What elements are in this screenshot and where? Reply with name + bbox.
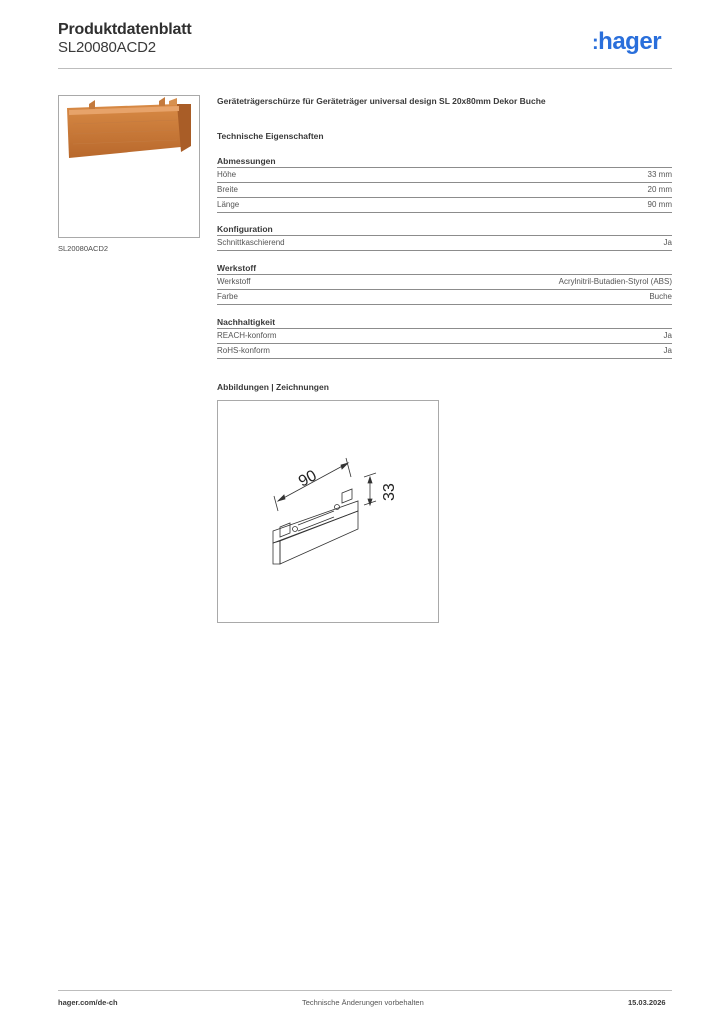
row-label: Höhe (217, 170, 237, 179)
section-material (217, 262, 672, 305)
beech-profile-image (59, 96, 199, 237)
section-title: Konfiguration (217, 223, 672, 236)
tech-properties-heading: Technische Eigenschaften (217, 131, 324, 141)
product-description: Geräteträgerschürze für Geräteträger universal design SL 20x80mm Dekor Buche (217, 96, 546, 106)
table-row (217, 198, 672, 213)
product-image-caption: SL20080ACD2 (58, 244, 109, 253)
row-label: Farbe (217, 292, 238, 301)
row-label: Werkstoff (217, 277, 251, 286)
row-label: Schnittkaschierend (217, 238, 285, 247)
section-dimensions (217, 155, 672, 213)
section-sustainability (217, 316, 672, 359)
footer-website[interactable]: hager.com/de-ch (58, 998, 118, 1007)
section-title: Nachhaltigkeit (217, 316, 672, 329)
row-value: 33 mm (647, 170, 672, 179)
row-label: Länge (217, 200, 240, 209)
row-value: Ja (663, 346, 672, 355)
footer-divider (58, 990, 672, 991)
figures-heading: Abbildungen | Zeichnungen (217, 382, 329, 392)
footer-date: 15.03.2026 (628, 998, 666, 1007)
row-value: Acrylnitril-Butadien-Styrol (ABS) (558, 277, 672, 286)
technical-drawing (218, 401, 438, 622)
row-value: Ja (663, 238, 672, 247)
table-row (217, 275, 672, 290)
technical-drawing-frame (217, 400, 439, 623)
table-row (217, 183, 672, 198)
row-value: Ja (663, 331, 672, 340)
page-title: Produktdatenblatt (58, 21, 192, 38)
footer-disclaimer: Technische Änderungen vorbehalten (302, 998, 424, 1007)
section-title: Abmessungen (217, 155, 672, 168)
row-value: Buche (649, 292, 672, 301)
header-divider (58, 68, 672, 69)
section-title: Werkstoff (217, 262, 672, 275)
table-row (217, 290, 672, 305)
table-row (217, 344, 672, 359)
row-value: 90 mm (647, 200, 672, 209)
table-row (217, 236, 672, 251)
row-label: RoHS-konform (217, 346, 270, 355)
row-label: REACH-konform (217, 331, 277, 340)
hager-logo: :hager (592, 28, 662, 55)
product-image-frame (58, 95, 200, 238)
row-value: 20 mm (647, 185, 672, 194)
product-number-heading: SL20080ACD2 (58, 39, 156, 56)
dim-length-label: 90 (295, 467, 320, 491)
row-label: Breite (217, 185, 238, 194)
dim-height-label: 33 (381, 483, 398, 501)
section-configuration (217, 223, 672, 251)
table-row (217, 329, 672, 344)
table-row (217, 168, 672, 183)
logo-text: hager (598, 28, 662, 55)
